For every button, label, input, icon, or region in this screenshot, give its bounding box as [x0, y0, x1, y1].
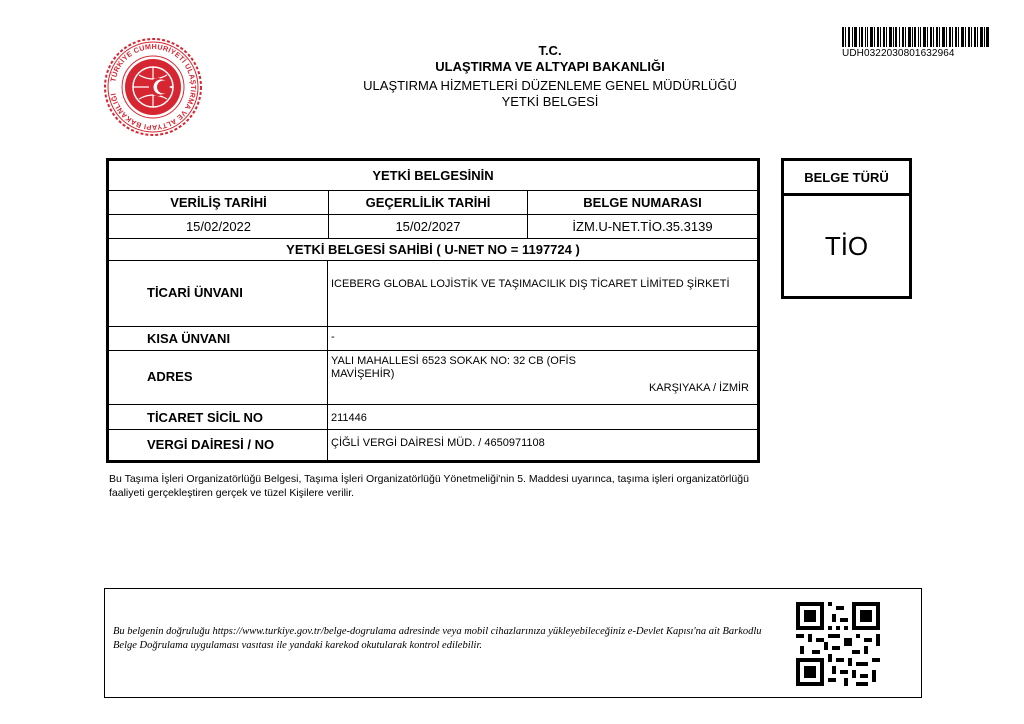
valid-date: 15/02/2027: [395, 219, 461, 234]
tax-value: ÇİĞLİ VERGİ DAİRESİ MÜD. / 4650971108: [331, 437, 545, 449]
trade-name-value: ICEBERG GLOBAL LOJİSTİK VE TAŞIMACILIK DIŞ TİCARET LİMİTED ŞİRKETİ: [331, 278, 730, 290]
holder-title: YETKİ BELGESİ SAHİBİ ( U-NET NO = 1197724 ): [286, 242, 580, 257]
address-label: ADRES: [147, 369, 193, 384]
tax-row: [109, 430, 757, 460]
qr-code-image: [796, 602, 880, 686]
date-header-row: [109, 191, 757, 215]
registry-row: [109, 405, 757, 430]
ministry-name: ULAŞTIRMA VE ALTYAPI BAKANLIĞI: [435, 59, 665, 74]
doc-type-label: BELGE TÜRÜ: [784, 161, 909, 196]
trade-name-label: TİCARİ ÜNVANI: [147, 285, 243, 300]
directorate-name: ULAŞTIRMA HİZMETLERİ DÜZENLEME GENEL MÜDÜRLÜĞÜ: [363, 78, 737, 93]
doc-type-value: TİO: [824, 230, 869, 261]
verification-text: Bu belgenin doğruluğu https://www.turkiye.gov.tr/belge-dogrulama adresinde veya mobil cihazlarınıza yükleyebileceğiniz e-Devlet Kapısı'na ait Barkodlu Belge Doğrulama uygulaması vasıtası ile yandaki karekod okutularak kontrol edilebilir.: [113, 626, 762, 651]
header-tc: T.C.: [538, 43, 562, 58]
legal-note: Bu Taşıma İşleri Organizatörlüğü Belgesi, Taşıma İşleri Organizatörlüğü Yönetmeliği'nin 5. Maddesi uyarınca, taşıma işleri organizatörlüğü faaliyeti gerçekleştiren gerçek ve tüzel Kişilere verilir.: [109, 473, 749, 499]
address-value: YALI MAHALLESİ 6523 SOKAK NO: 32 CB (OFİS MAVİŞEHİR): [331, 355, 576, 380]
trade-name-row: [109, 261, 757, 327]
certificate-table: [106, 158, 760, 463]
date-value-row: [109, 215, 757, 239]
valid-date-header: GEÇERLİLİK TARİHİ: [365, 195, 491, 210]
verification-box: [104, 588, 922, 698]
issue-date: 15/02/2022: [185, 219, 252, 234]
short-name-label: KISA ÜNVANI: [147, 331, 231, 346]
document-title: YETKİ BELGESİ: [501, 94, 599, 109]
ministry-seal-logo: [103, 37, 203, 137]
barcode-image: [842, 27, 989, 47]
doc-number-header: BELGE NUMARASI: [583, 195, 702, 210]
section-title: YETKİ BELGESİNİN: [372, 168, 494, 183]
short-name-value: -: [331, 331, 335, 343]
registry-label: TİCARET SİCİL NO: [147, 410, 264, 425]
svg-text:TÜRKİYE CUMHURİYETİ ULAŞTIRMA: TÜRKİYE CUMHURİYETİ ULAŞTIRMA VE ALTYAPI BAKANLIĞI: [108, 41, 199, 133]
issue-date-header: VERİLİŞ TARİHİ: [170, 195, 267, 210]
section-title-row: [109, 161, 757, 191]
barcode-number: UDH0322030801632964: [842, 48, 955, 59]
address-city: KARŞIYAKA / İZMİR: [648, 382, 749, 394]
short-name-row: [109, 327, 757, 351]
doc-number: İZM.U-NET.TİO.35.3139: [572, 219, 713, 234]
address-row: [109, 351, 757, 405]
registry-value: 211446: [331, 412, 367, 424]
doc-type-box: [781, 158, 912, 299]
holder-title-row: [109, 239, 757, 261]
tax-label: VERGİ DAİRESİ / NO: [147, 437, 275, 452]
